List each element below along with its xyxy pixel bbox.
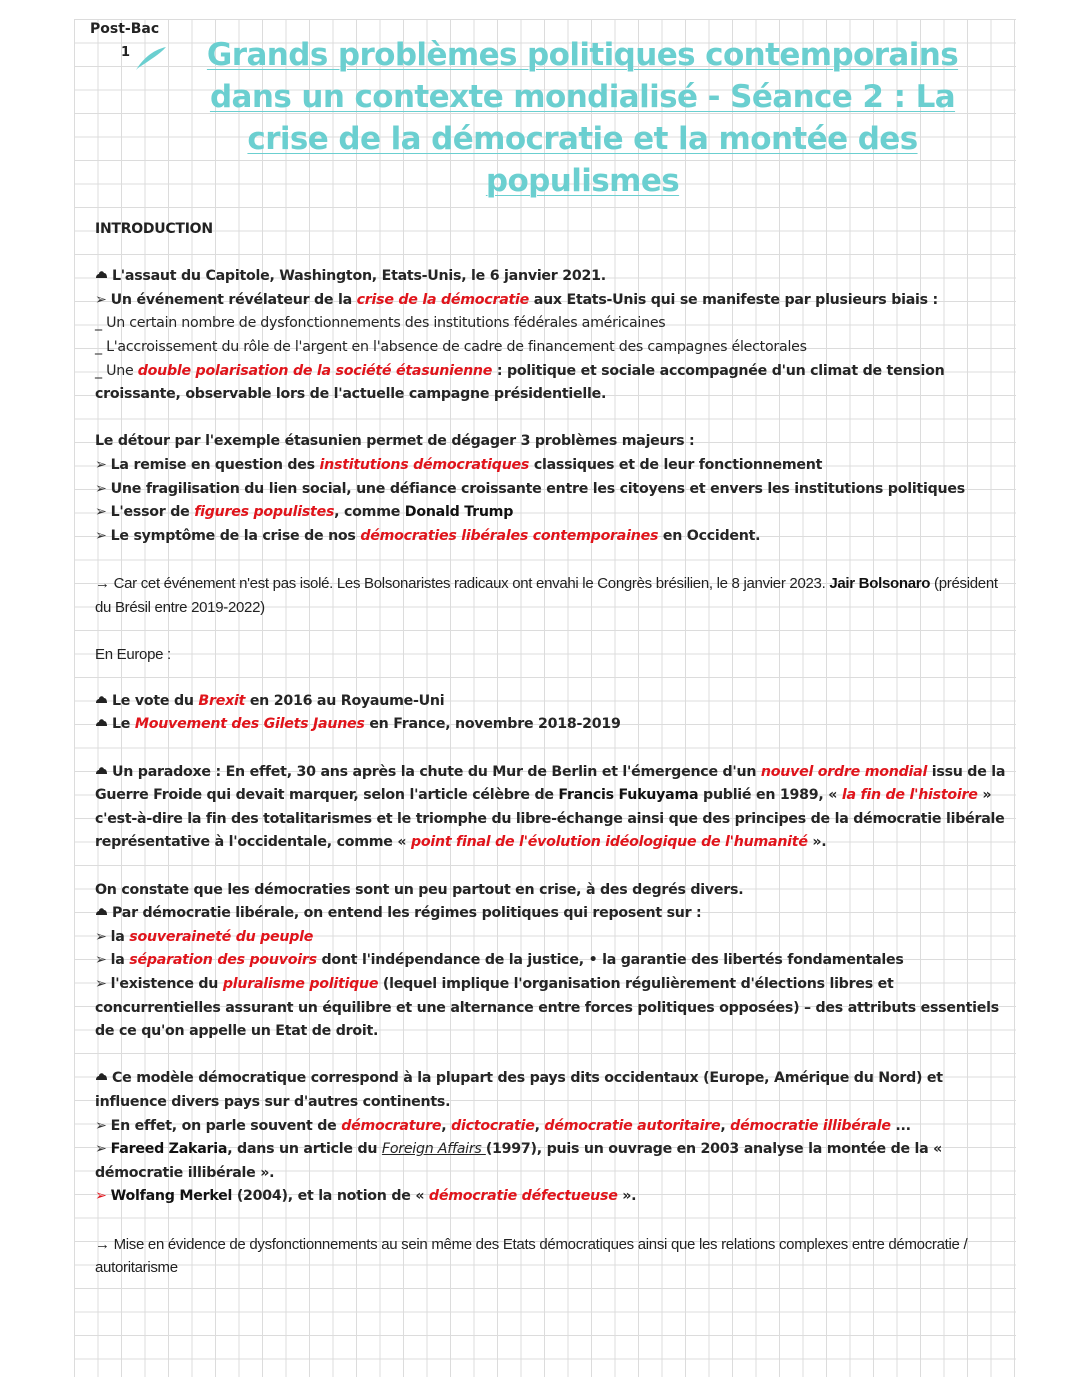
liberal-definition: Par démocratie libérale, on entend les régimes politiques qui reposent sur : [95,902,1010,926]
biais-3: _ Une double polarisation de la société étasunienne : politique et sociale accompagnée d'un climat de tension croissante, observable lors de l'actuelle campagne présidentielle. [95,362,945,403]
europe-brexit: Le vote du Brexit en 2016 au Royaume-Uni [95,690,1010,714]
quill-icon [132,44,168,72]
cloud-bullet-icon [95,718,108,727]
constat-line: On constate que les démocraties sont un peu partout en crise, à des degrés divers. [95,881,744,898]
page-number: 1 [121,45,131,60]
europe-heading: En Europe : [95,645,171,663]
cloud-bullet-icon [95,695,108,704]
arrowhead-bullet-icon: ➢ [95,504,107,521]
brazil-paragraph: → Car cet événement n'est pas isolé. Les Bolsonaristes radicaux ont envahi le Congrès brésilien, le 8 janvier 2023. Jair Bolsonaro (président du Brésil entre 2019-2022) [95,574,998,616]
foreign-affairs-citation: Foreign Affairs [381,1141,486,1158]
cloud-bullet-icon [95,1072,108,1081]
problem-4: ➢ Le symptôme de la crise de nos démocraties libérales contemporaines en Occident. [95,527,761,544]
liberal-item-1: ➢ la souveraineté du peuple [95,928,314,945]
cloud-bullet-icon [95,270,108,279]
section-heading-introduction: INTRODUCTION [95,221,213,237]
arrowhead-bullet-icon: ➢ [95,480,107,497]
title-line-4: populismes [485,163,680,199]
model-item-3: ➢ Wolfang Merkel (2004), et la notion de « démocratie défectueuse ». [95,1188,637,1205]
cloud-bullet-icon [95,907,108,916]
document-body [95,218,1010,1280]
arrowhead-bullet-icon: ➢ [95,952,107,969]
arrowhead-bullet-icon: ➢ [95,1117,107,1134]
level-label: Post-Bac [90,21,160,37]
page-title [195,34,970,202]
problem-2: ➢ Une fragilisation du lien social, une défiance croissante entre les citoyens et envers les institutions politiques [95,480,965,497]
model-item-1: ➢ En effet, on parle souvent de démocrature, dictocratie, démocratie autoritaire, démocratie illibérale ... [95,1117,911,1134]
model-item-2: ➢ Fareed Zakaria, dans un article du Foreign Affairs (1997), puis un ouvrage en 2003 analyse la montée de la « démocratie illibérale ». [95,1141,943,1181]
cloud-bullet-icon [95,766,108,775]
biais-1: _ Un certain nombre de dysfonctionnements des institutions fédérales américaines [95,315,666,332]
problem-1: ➢ La remise en question des institutions démocratiques classiques et de leur fonctionnement [95,456,823,473]
liberal-item-2: ➢ la séparation des pouvoirs dont l'indépendance de la justice, • la garantie des libertés fondamentales [95,952,904,969]
capitol-bullet: L'assaut du Capitole, Washington, Etats-Unis, le 6 janvier 2021. [95,265,1010,289]
title-line-3: crise de la démocratie et la montée des [247,121,918,157]
red-arrowhead-bullet-icon: ➢ [95,1188,107,1205]
arrowhead-bullet-icon: ➢ [95,1141,107,1158]
arrowhead-bullet-icon: ➢ [95,527,107,544]
europe-gilets-jaunes: Le Mouvement des Gilets Jaunes en France, novembre 2018-2019 [95,713,1010,737]
liberal-item-3: ➢ l'existence du pluralisme politique (lequel implique l'organisation régulièrement d'élections libres et concurrentielles assurant un équilibre et une alternance entre forces politiques opposées) – des attributs essentiels de ce qu'on appelle un Etat de droit. [95,976,999,1040]
arrowhead-bullet-icon: ➢ [95,291,107,308]
biais-2: _ L'accroissement du rôle de l'argent en l'absence de cadre de financement des campagnes électorales [95,338,807,355]
event-line: ➢ Un événement révélateur de la crise de la démocratie aux Etats-Unis qui se manifeste par plusieurs biais : [95,291,938,308]
title-line-1: Grands problèmes politiques contemporains [206,37,959,73]
arrowhead-bullet-icon: ➢ [95,976,107,992]
paradox-paragraph: Un paradoxe : En effet, 30 ans après la chute du Mur de Berlin et l'émergence d'un nouvel ordre mondial issu de la Guerre Froide qui devait marquer, selon l'article célèbre de Francis Fukuyama publié en 1989, « la fin de l'histoire » c'est-à-dire la fin des totalitarismes et le triomphe du libre-échange ainsi que des principes de la démocratie libérale représentative à l'occidentale, comme « point final de l'évolution idéologique de l'humanité ». [95,763,1006,851]
model-intro: Ce modèle démocratique correspond à la plupart des pays dits occidentaux (Europe, Amérique du Nord) et influence divers pays sur d'autres continents. [95,1070,943,1110]
conclusion-paragraph: → Mise en évidence de dysfonctionnements au sein même des Etats démocratiques ainsi que les relations complexes entre démocratie / autoritarisme [95,1235,968,1277]
problem-3: ➢ L'essor de figures populistes, comme Donald Trump [95,504,514,521]
problems-lead: Le détour par l'exemple étasunien permet de dégager 3 problèmes majeurs : [95,433,695,450]
title-line-2: dans un contexte mondialisé - Séance 2 : La [209,79,956,115]
arrowhead-bullet-icon: ➢ [95,456,107,473]
arrowhead-bullet-icon: ➢ [95,928,107,945]
